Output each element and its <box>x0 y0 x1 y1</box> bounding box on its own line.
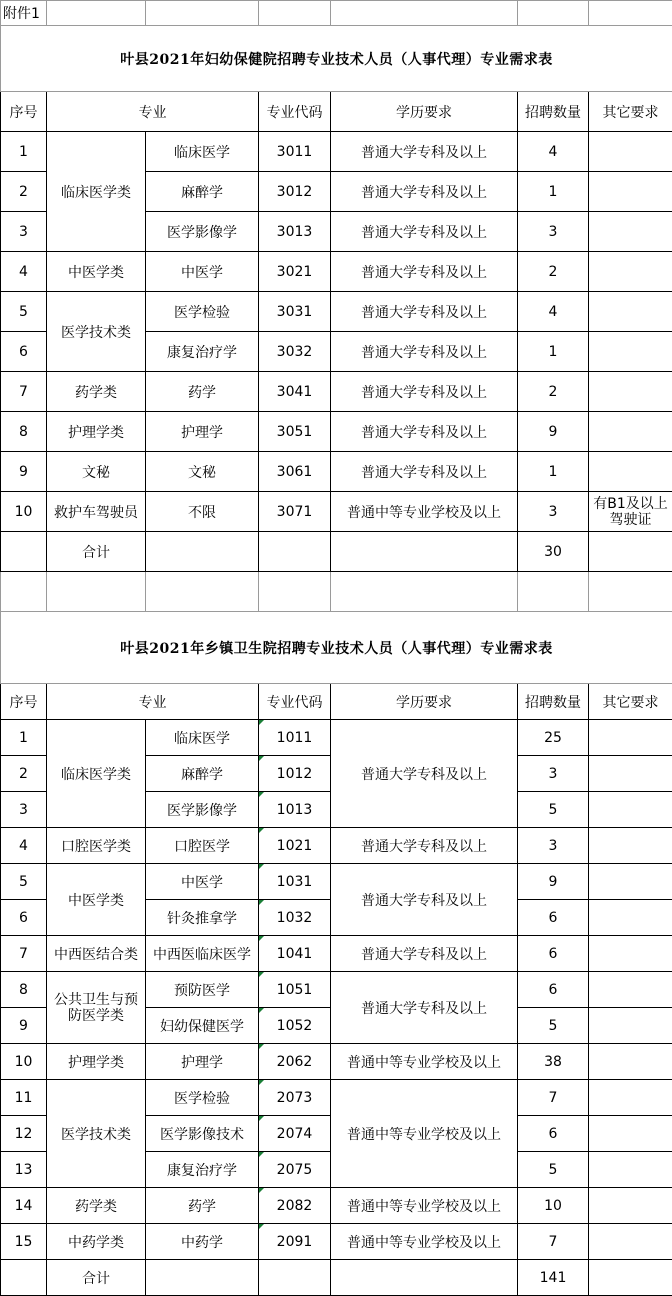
number-as-text-flag-icon <box>259 1008 264 1013</box>
table2-title-row <box>1 612 672 684</box>
other-cell[interactable] <box>589 372 672 412</box>
table-row <box>1 864 672 900</box>
other-cell[interactable] <box>589 756 672 792</box>
code-text: 1031 <box>277 874 313 890</box>
major-cell[interactable]: 康复治疗学 <box>146 1152 259 1188</box>
header-seq[interactable]: 序号 <box>1 684 47 720</box>
seq-cell[interactable]: 3 <box>1 212 47 252</box>
count-cell[interactable]: 3 <box>518 756 589 792</box>
table-row <box>1 1044 672 1080</box>
seq-cell[interactable]: 10 <box>1 1044 47 1080</box>
edu-cell[interactable]: 普通中等专业学校及以上 <box>331 1188 518 1224</box>
code-text: 1021 <box>277 838 313 854</box>
edu-cell[interactable]: 普通中等专业学校及以上 <box>331 1224 518 1260</box>
other-cell[interactable] <box>589 828 672 864</box>
seq-cell[interactable]: 11 <box>1 1080 47 1116</box>
edu-cell[interactable]: 普通大学专科及以上 <box>331 828 518 864</box>
other-cell[interactable] <box>589 900 672 936</box>
table-row <box>1 292 672 332</box>
annex-row <box>1 1 672 26</box>
count-cell[interactable]: 25 <box>518 720 589 756</box>
edu-cell[interactable]: 普通大学专科及以上 <box>331 292 518 332</box>
count-cell[interactable]: 1 <box>518 332 589 372</box>
edu-cell[interactable]: 普通大学专科及以上 <box>331 864 518 936</box>
category-cell[interactable]: 护理学类 <box>47 412 146 452</box>
category-cell[interactable]: 临床医学类 <box>47 132 146 252</box>
other-cell[interactable] <box>589 1188 672 1224</box>
code-cell[interactable] <box>259 972 331 1008</box>
count-cell[interactable]: 1 <box>518 452 589 492</box>
seq-cell[interactable]: 4 <box>1 828 47 864</box>
code-cell[interactable]: 3012 <box>259 172 331 212</box>
count-cell[interactable]: 2 <box>518 252 589 292</box>
code-cell[interactable] <box>259 1152 331 1188</box>
major-cell[interactable]: 药学 <box>146 372 259 412</box>
count-cell[interactable]: 7 <box>518 1080 589 1116</box>
count-cell[interactable]: 9 <box>518 412 589 452</box>
seq-cell[interactable]: 1 <box>1 132 47 172</box>
count-cell[interactable]: 2 <box>518 372 589 412</box>
table-row <box>1 972 672 1008</box>
other-cell[interactable] <box>589 132 672 172</box>
major-cell[interactable]: 中医学 <box>146 252 259 292</box>
number-as-text-flag-icon <box>259 1044 264 1049</box>
count-cell[interactable]: 6 <box>518 900 589 936</box>
seq-cell[interactable]: 3 <box>1 792 47 828</box>
category-cell[interactable]: 中药学类 <box>47 1224 146 1260</box>
number-as-text-flag-icon <box>259 1152 264 1157</box>
other-cell[interactable] <box>589 1080 672 1116</box>
other-cell[interactable] <box>589 1044 672 1080</box>
code-cell[interactable]: 3032 <box>259 332 331 372</box>
other-cell[interactable] <box>589 452 672 492</box>
edu-cell[interactable]: 普通大学专科及以上 <box>331 412 518 452</box>
code-cell[interactable]: 3041 <box>259 372 331 412</box>
table-row <box>1 412 672 452</box>
other-cell[interactable] <box>589 972 672 1008</box>
code-text: 2074 <box>277 1126 313 1142</box>
blank-row <box>1 572 672 612</box>
table-row <box>1 492 672 532</box>
major-cell[interactable]: 中西医临床医学 <box>146 936 259 972</box>
count-cell[interactable]: 1 <box>518 172 589 212</box>
code-text: 1052 <box>277 1018 313 1034</box>
code-cell[interactable]: 3071 <box>259 492 331 532</box>
edu-cell[interactable]: 普通大学专科及以上 <box>331 972 518 1044</box>
header-edu[interactable]: 学历要求 <box>331 92 518 132</box>
edu-cell[interactable]: 普通大学专科及以上 <box>331 372 518 412</box>
code-cell[interactable] <box>259 936 331 972</box>
seq-cell[interactable]: 2 <box>1 172 47 212</box>
category-cell[interactable]: 口腔医学类 <box>47 828 146 864</box>
code-text: 2082 <box>277 1198 313 1214</box>
major-cell[interactable]: 医学影像学 <box>146 212 259 252</box>
category-cell[interactable]: 药学类 <box>47 372 146 412</box>
table-row <box>1 132 672 172</box>
code-cell[interactable] <box>259 1008 331 1044</box>
code-cell[interactable] <box>259 864 331 900</box>
edu-cell[interactable]: 普通大学专科及以上 <box>331 172 518 212</box>
table2-title[interactable]: 叶县2021年乡镇卫生院招聘专业技术人员（人事代理）专业需求表 <box>1 612 672 684</box>
category-cell[interactable]: 医学技术类 <box>47 292 146 372</box>
code-cell[interactable] <box>259 1116 331 1152</box>
edu-cell[interactable]: 普通中等专业学校及以上 <box>331 492 518 532</box>
count-cell[interactable]: 6 <box>518 1116 589 1152</box>
number-as-text-flag-icon <box>259 720 264 725</box>
other-cell[interactable] <box>589 1152 672 1188</box>
seq-cell[interactable]: 5 <box>1 292 47 332</box>
code-text: 1041 <box>277 946 313 962</box>
count-cell[interactable]: 6 <box>518 936 589 972</box>
code-text: 2091 <box>277 1234 313 1250</box>
header-major[interactable]: 专业 <box>47 92 259 132</box>
edu-cell[interactable]: 普通大学专科及以上 <box>331 452 518 492</box>
table-row <box>1 936 672 972</box>
header-other[interactable]: 其它要求 <box>589 92 672 132</box>
number-as-text-flag-icon <box>259 864 264 869</box>
count-cell[interactable]: 5 <box>518 792 589 828</box>
category-cell[interactable]: 临床医学类 <box>47 720 146 828</box>
code-text: 1011 <box>277 730 313 746</box>
major-cell[interactable]: 医学影像学 <box>146 792 259 828</box>
other-cell[interactable] <box>589 792 672 828</box>
major-cell[interactable]: 文秘 <box>146 452 259 492</box>
count-cell[interactable]: 6 <box>518 972 589 1008</box>
table-row <box>1 452 672 492</box>
seq-cell[interactable]: 10 <box>1 492 47 532</box>
seq-cell[interactable]: 5 <box>1 864 47 900</box>
number-as-text-flag-icon <box>259 828 264 833</box>
major-cell[interactable]: 医学影像技术 <box>146 1116 259 1152</box>
major-cell[interactable]: 麻醉学 <box>146 172 259 212</box>
code-cell[interactable]: 3021 <box>259 252 331 292</box>
seq-cell[interactable]: 9 <box>1 452 47 492</box>
category-cell[interactable]: 中西医结合类 <box>47 936 146 972</box>
other-cell[interactable] <box>589 720 672 756</box>
code-cell[interactable] <box>259 1224 331 1260</box>
edu-cell[interactable]: 普通大学专科及以上 <box>331 212 518 252</box>
total-label[interactable]: 合计 <box>47 532 146 572</box>
table-row <box>1 1188 672 1224</box>
major-cell[interactable]: 护理学 <box>146 412 259 452</box>
major-cell[interactable]: 临床医学 <box>146 132 259 172</box>
seq-cell[interactable]: 7 <box>1 936 47 972</box>
table-row <box>1 252 672 292</box>
category-cell[interactable]: 文秘 <box>47 452 146 492</box>
edu-cell[interactable]: 普通大学专科及以上 <box>331 720 518 828</box>
major-cell[interactable]: 临床医学 <box>146 720 259 756</box>
code-cell[interactable]: 3013 <box>259 212 331 252</box>
other-cell[interactable] <box>589 1224 672 1260</box>
total-row <box>1 532 672 572</box>
edu-cell[interactable]: 普通中等专业学校及以上 <box>331 1044 518 1080</box>
code-cell[interactable]: 3031 <box>259 292 331 332</box>
header-edu[interactable]: 学历要求 <box>331 684 518 720</box>
seq-cell[interactable]: 8 <box>1 972 47 1008</box>
header-other[interactable]: 其它要求 <box>589 684 672 720</box>
category-cell[interactable]: 中医学类 <box>47 252 146 292</box>
header-seq[interactable]: 序号 <box>1 92 47 132</box>
total-count[interactable]: 30 <box>518 532 589 572</box>
table-row <box>1 372 672 412</box>
category-cell[interactable]: 救护车驾驶员 <box>47 492 146 532</box>
category-cell[interactable]: 药学类 <box>47 1188 146 1224</box>
other-cell[interactable] <box>589 212 672 252</box>
number-as-text-flag-icon <box>259 1188 264 1193</box>
table1-header-row <box>1 92 672 132</box>
count-cell[interactable]: 38 <box>518 1044 589 1080</box>
category-cell[interactable]: 护理学类 <box>47 1044 146 1080</box>
table-row <box>1 1224 672 1260</box>
category-cell[interactable]: 公共卫生与预防医学类 <box>47 972 146 1044</box>
major-cell[interactable]: 麻醉学 <box>146 756 259 792</box>
seq-cell[interactable]: 6 <box>1 332 47 372</box>
header-count[interactable]: 招聘数量 <box>518 92 589 132</box>
count-cell[interactable]: 7 <box>518 1224 589 1260</box>
total-label[interactable]: 合计 <box>47 1260 146 1296</box>
header-code[interactable]: 专业代码 <box>259 684 331 720</box>
seq-cell[interactable]: 9 <box>1 1008 47 1044</box>
seq-cell[interactable]: 8 <box>1 412 47 452</box>
major-cell[interactable]: 医学检验 <box>146 292 259 332</box>
other-cell[interactable] <box>589 864 672 900</box>
code-text: 1032 <box>277 910 313 926</box>
other-cell[interactable] <box>589 332 672 372</box>
count-cell[interactable]: 9 <box>518 864 589 900</box>
seq-cell[interactable]: 15 <box>1 1224 47 1260</box>
major-cell[interactable]: 中药学 <box>146 1224 259 1260</box>
number-as-text-flag-icon <box>259 1116 264 1121</box>
count-cell[interactable]: 5 <box>518 1008 589 1044</box>
major-cell[interactable]: 护理学 <box>146 1044 259 1080</box>
other-cell[interactable] <box>589 1008 672 1044</box>
number-as-text-flag-icon <box>259 792 264 797</box>
count-cell[interactable]: 3 <box>518 212 589 252</box>
header-code[interactable]: 专业代码 <box>259 92 331 132</box>
edu-cell[interactable]: 普通大学专科及以上 <box>331 132 518 172</box>
major-cell[interactable]: 预防医学 <box>146 972 259 1008</box>
code-text: 1051 <box>277 982 313 998</box>
code-cell[interactable]: 3051 <box>259 412 331 452</box>
category-cell[interactable]: 中医学类 <box>47 864 146 936</box>
major-cell[interactable]: 针灸推拿学 <box>146 900 259 936</box>
edu-cell[interactable]: 普通大学专科及以上 <box>331 252 518 292</box>
other-cell[interactable] <box>589 172 672 212</box>
edu-cell[interactable]: 普通大学专科及以上 <box>331 936 518 972</box>
number-as-text-flag-icon <box>259 900 264 905</box>
seq-cell[interactable]: 14 <box>1 1188 47 1224</box>
number-as-text-flag-icon <box>259 936 264 941</box>
number-as-text-flag-icon <box>259 1080 264 1085</box>
seq-cell[interactable]: 4 <box>1 252 47 292</box>
seq-cell[interactable]: 6 <box>1 900 47 936</box>
count-cell[interactable]: 3 <box>518 828 589 864</box>
code-cell[interactable]: 3011 <box>259 132 331 172</box>
count-cell[interactable]: 3 <box>518 492 589 532</box>
code-cell[interactable] <box>259 792 331 828</box>
total-row <box>1 1260 672 1296</box>
number-as-text-flag-icon <box>259 756 264 761</box>
edu-cell[interactable]: 普通大学专科及以上 <box>331 332 518 372</box>
category-cell[interactable]: 医学技术类 <box>47 1080 146 1188</box>
other-cell[interactable] <box>589 936 672 972</box>
code-cell[interactable] <box>259 720 331 756</box>
code-text: 2062 <box>277 1054 313 1070</box>
other-cell[interactable] <box>589 412 672 452</box>
major-cell[interactable]: 不限 <box>146 492 259 532</box>
count-cell[interactable]: 5 <box>518 1152 589 1188</box>
major-cell[interactable]: 药学 <box>146 1188 259 1224</box>
seq-cell[interactable]: 2 <box>1 756 47 792</box>
table1-title-row <box>1 26 672 92</box>
code-text: 1012 <box>277 766 313 782</box>
header-major[interactable]: 专业 <box>47 684 259 720</box>
other-cell[interactable] <box>589 1116 672 1152</box>
count-cell[interactable]: 4 <box>518 292 589 332</box>
seq-cell[interactable]: 12 <box>1 1116 47 1152</box>
total-count[interactable]: 141 <box>518 1260 589 1296</box>
annex-label[interactable]: 附件1 <box>1 1 47 26</box>
major-cell[interactable]: 康复治疗学 <box>146 332 259 372</box>
edu-cell[interactable]: 普通中等专业学校及以上 <box>331 1080 518 1188</box>
other-cell[interactable] <box>589 252 672 292</box>
table2-header-row <box>1 684 672 720</box>
code-text: 1013 <box>277 802 313 818</box>
code-text: 2073 <box>277 1090 313 1106</box>
major-cell[interactable]: 妇幼保健医学 <box>146 1008 259 1044</box>
table-row <box>1 1080 672 1116</box>
code-cell[interactable] <box>259 1044 331 1080</box>
code-cell[interactable] <box>259 900 331 936</box>
other-cell[interactable]: 有B1及以上驾驶证 <box>589 492 672 532</box>
table1-title[interactable]: 叶县2021年妇幼保健院招聘专业技术人员（人事代理）专业需求表 <box>1 26 672 92</box>
count-cell[interactable]: 10 <box>518 1188 589 1224</box>
count-cell[interactable]: 4 <box>518 132 589 172</box>
code-cell[interactable] <box>259 756 331 792</box>
table-row <box>1 720 672 756</box>
code-cell[interactable] <box>259 828 331 864</box>
number-as-text-flag-icon <box>259 972 264 977</box>
number-as-text-flag-icon <box>259 1224 264 1229</box>
table-row <box>1 828 672 864</box>
seq-cell[interactable]: 7 <box>1 372 47 412</box>
other-cell[interactable] <box>589 292 672 332</box>
code-text: 2075 <box>277 1162 313 1178</box>
major-cell[interactable]: 口腔医学 <box>146 828 259 864</box>
major-cell[interactable]: 中医学 <box>146 864 259 900</box>
major-cell[interactable]: 医学检验 <box>146 1080 259 1116</box>
code-cell[interactable]: 3061 <box>259 452 331 492</box>
header-count[interactable]: 招聘数量 <box>518 684 589 720</box>
code-cell[interactable] <box>259 1080 331 1116</box>
seq-cell[interactable]: 13 <box>1 1152 47 1188</box>
seq-cell[interactable]: 1 <box>1 720 47 756</box>
code-cell[interactable] <box>259 1188 331 1224</box>
